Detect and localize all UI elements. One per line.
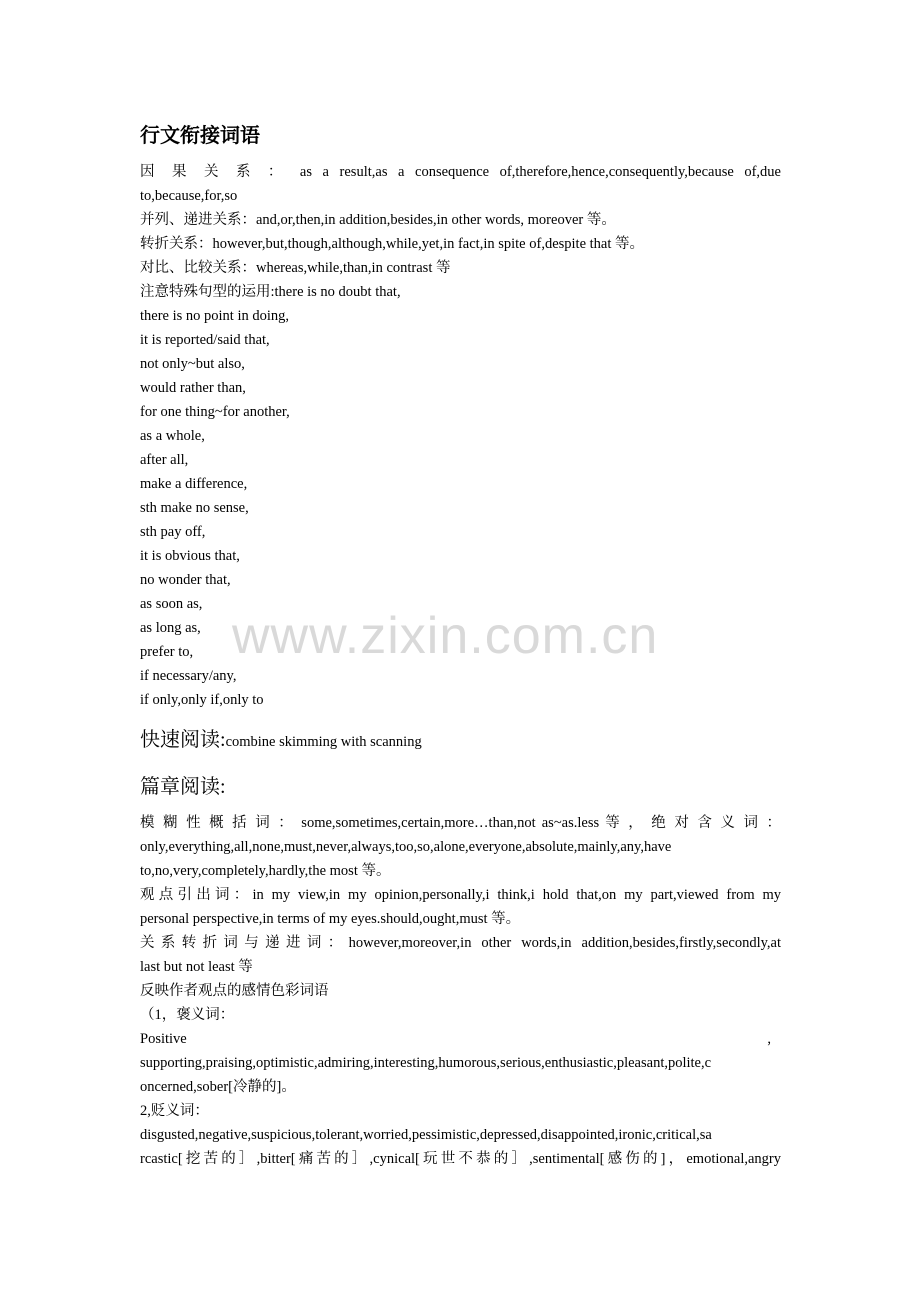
relation-words-line-1: 关系转折词与递进词：however,moreover,in other words,in addition,besides,firstly,secondly,at <box>140 935 781 951</box>
positive-words-label: （1，褒义词： <box>140 1007 235 1023</box>
negative-words-label: 2,贬义词： <box>140 1103 209 1119</box>
opinion-words-line-1: 观点引出词：in my view,in my opinion,personally,i think,i hold that,on my part,viewed from my <box>140 887 781 903</box>
phrase-item: if only,only if,only to <box>140 692 264 708</box>
causal-relations-line-1: 因 果 关 系 ： as a result,as a consequence of,therefore,hence,consequently,because of,due <box>140 164 781 180</box>
positive-comma: , <box>767 1031 771 1047</box>
watermark: www.zixin.com.cn <box>232 607 659 665</box>
phrase-item: not only~but also, <box>140 356 245 372</box>
phrase-item: it is reported/said that, <box>140 332 270 348</box>
causal-relations-line-2: to,because,for,so <box>140 188 238 204</box>
fast-reading-label: 快速阅读: <box>140 729 226 751</box>
phrase-item: prefer to, <box>140 644 194 660</box>
positive-words-intro <box>140 1029 781 1049</box>
phrase-item: it is obvious that, <box>140 548 240 564</box>
phrase-item: would rather than, <box>140 380 246 396</box>
phrase-item: as long as, <box>140 620 201 636</box>
fast-reading-tip: combine skimming with scanning <box>225 734 422 750</box>
vague-words-line-1: 模 糊 性 概 括 词 ： some,sometimes,certain,more…than,not as~as.less 等 ， 绝 对 含 义 词 ： <box>140 815 781 831</box>
document-title: 行文衔接词语 <box>140 125 260 147</box>
relation-words-line-2: last but not least 等 <box>140 959 253 975</box>
phrase-item: as a whole, <box>140 428 205 444</box>
phrase-item: as soon as, <box>140 596 203 612</box>
negative-list-line-1: disgusted,negative,suspicious,tolerant,worried,pessimistic,depressed,disappointed,ironic,critical,sa <box>140 1127 712 1143</box>
opinion-words-line-2: personal perspective,in terms of my eyes.should,ought,must 等。 <box>140 911 521 927</box>
special-sentence-intro: 注意特殊句型的运用:there is no doubt that, <box>140 284 401 300</box>
phrase-item: no wonder that, <box>140 572 231 588</box>
phrase-item: after all, <box>140 452 189 468</box>
vague-words-line-2: only,everything,all,none,must,never,always,too,so,alone,everyone,absolute,mainly,any,have <box>140 839 672 855</box>
parallel-relations: 并列、递进关系：and,or,then,in addition,besides,in other words, moreover 等。 <box>140 212 616 228</box>
positive-list-line-2: oncerned,sober[冷静的]。 <box>140 1079 296 1095</box>
positive-word: Positive <box>140 1031 187 1047</box>
contrast-turn-relations: 转折关系：however,but,though,although,while,yet,in fact,in spite of,despite that 等。 <box>140 236 645 252</box>
emotion-words-heading: 反映作者观点的感情色彩词语 <box>140 983 329 999</box>
comparison-relations: 对比、比较关系：whereas,while,than,in contrast 等 <box>140 260 451 276</box>
vague-words-line-3: to,no,very,completely,hardly,the most 等。 <box>140 863 391 879</box>
phrase-item: there is no point in doing, <box>140 308 290 324</box>
phrase-item: for one thing~for another, <box>140 404 290 420</box>
negative-list-line-2: rcastic[挖苦的］,bitter[痛苦的］,cynical[玩世不恭的］,sentimental[感伤的]，emotional,angry <box>140 1151 781 1167</box>
passage-reading-heading: 篇章阅读: <box>140 776 226 798</box>
fast-reading-heading <box>140 727 781 755</box>
phrase-item: sth pay off, <box>140 524 206 540</box>
positive-list-line-1: supporting,praising,optimistic,admiring,interesting,humorous,serious,enthusiastic,pleasant,polite,c <box>140 1055 712 1071</box>
phrase-item: make a difference, <box>140 476 248 492</box>
phrase-item: if necessary/any, <box>140 668 237 684</box>
phrase-item: sth make no sense, <box>140 500 249 516</box>
